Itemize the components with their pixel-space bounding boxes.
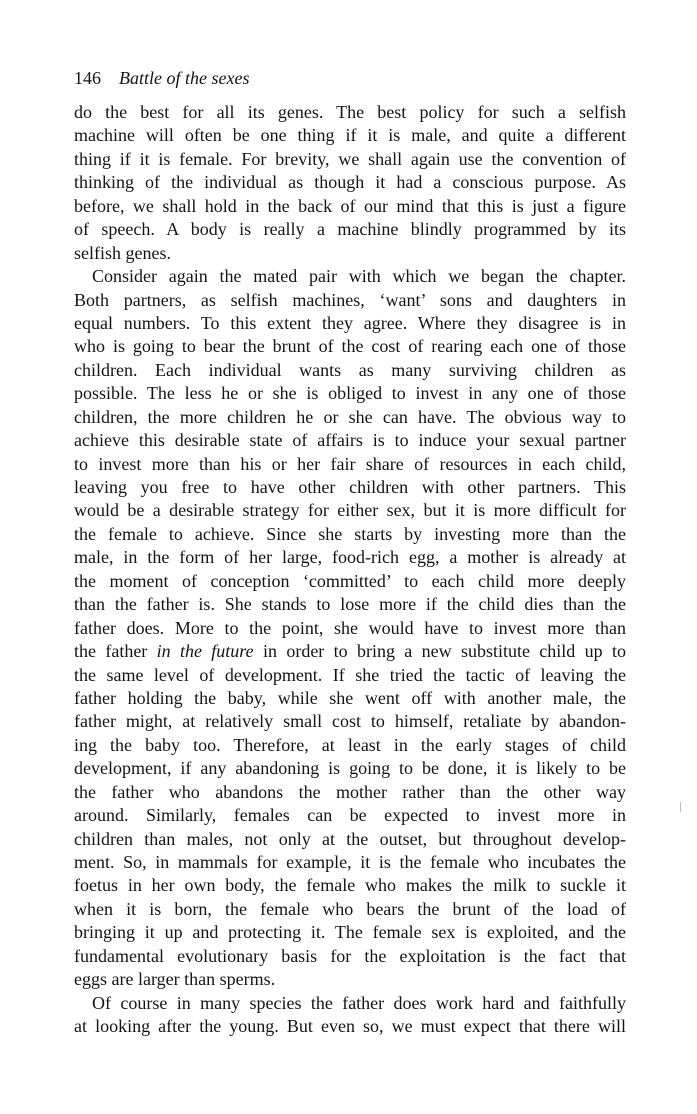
text-line: Of course in many species the father does work hard and faithfully: [92, 992, 626, 1013]
text-line: Both partners, as selfish machines, ‘want’ sons and daughters in: [74, 289, 626, 310]
text-line: the same level of development. If she tried the tactic of leaving the: [74, 664, 626, 685]
text-line: children. Each individual wants as many surviving children as: [74, 359, 626, 380]
text-line: father holding the baby, while she went off with another male, the: [74, 687, 626, 708]
text-line: fundamental evolutionary basis for the exploitation is the fact that: [74, 945, 626, 966]
text-line: selfish genes.: [74, 242, 171, 263]
running-head: [74, 66, 249, 90]
text-line: when it is born, the female who bears the brunt of the load of: [74, 898, 626, 919]
text-line: ing the baby too. Therefore, at least in the early stages of child: [74, 734, 626, 755]
text-line: children, the more children he or she can have. The obvious way to: [74, 406, 626, 427]
text-line: machine will often be one thing if it is male, and quite a different: [74, 125, 626, 146]
text-line: male, in the form of her large, food-rich egg, a mother is already at: [74, 547, 626, 568]
text-line: bringing it up and protecting it. The female sex is exploited, and the: [74, 922, 626, 943]
text-line: thing if it is female. For brevity, we shall again use the convention of: [74, 148, 626, 169]
text-line: ment. So, in mammals for example, it is the female who incubates the: [74, 852, 626, 872]
text-line: than the father is. She stands to lose more if the child dies than the: [74, 594, 626, 615]
text-line: equal numbers. To this extent they agree. Where they disagree is in: [74, 312, 626, 333]
text-line: father does. More to the point, she would have to invest more than: [74, 617, 626, 638]
text-line: thinking of the individual as though it had a conscious purpose. As: [74, 172, 626, 193]
text-line: development, if any abandoning is going to be done, it is likely to be: [74, 758, 626, 779]
text-line: do the best for all its genes. The best policy for such a selfish: [74, 102, 626, 122]
page-number: 146: [74, 68, 101, 88]
running-title: Battle of the sexes: [119, 68, 250, 88]
text-line: would be a desirable strategy for either sex, but it is more difficult for: [74, 500, 626, 521]
text-line: leaving you free to have other children with other partners. This: [74, 477, 626, 497]
text-line: the father who abandons the mother rather than the other way: [74, 781, 626, 802]
text-line: foetus in her own body, the female who makes the milk to suckle it: [74, 875, 626, 896]
text-line: the female to achieve. Since she starts by investing more than the: [74, 523, 626, 544]
text-line: before, we shall hold in the back of our mind that this is just a figure: [74, 195, 626, 216]
text-line: children than males, not only at the outset, but throughout develop-: [74, 828, 626, 849]
text-line: [74, 640, 626, 663]
text-line: the moment of conception ‘committed’ to each child more deeply: [74, 570, 626, 591]
text-line: to invest more than his or her fair share of resources in each child,: [74, 453, 626, 474]
text-line: Consider again the mated pair with which we began the chapter.: [92, 266, 626, 287]
text-line: who is going to bear the brunt of the cost of rearing each one of those: [74, 336, 626, 357]
italic-phrase: in the future: [156, 641, 254, 662]
text-run: in order to bring a new substitute child up to: [253, 641, 626, 662]
text-line: eggs are larger than sperms.: [74, 969, 276, 990]
text-line: of speech. A body is really a machine blindly programmed by its: [74, 219, 626, 240]
text-run: the father: [74, 641, 157, 662]
text-line: possible. The less he or she is obliged to invest in any one of those: [74, 383, 626, 404]
body-text: [74, 101, 626, 1039]
text-line: at looking after the young. But even so, we must expect that there will: [74, 1016, 626, 1037]
margin-mark: [680, 802, 681, 812]
text-line: around. Similarly, females can be expected to invest more in: [74, 805, 626, 826]
text-line: father might, at relatively small cost to himself, retaliate by abandon-: [74, 711, 626, 732]
text-line: achieve this desirable state of affairs is to induce your sexual partner: [74, 430, 626, 451]
